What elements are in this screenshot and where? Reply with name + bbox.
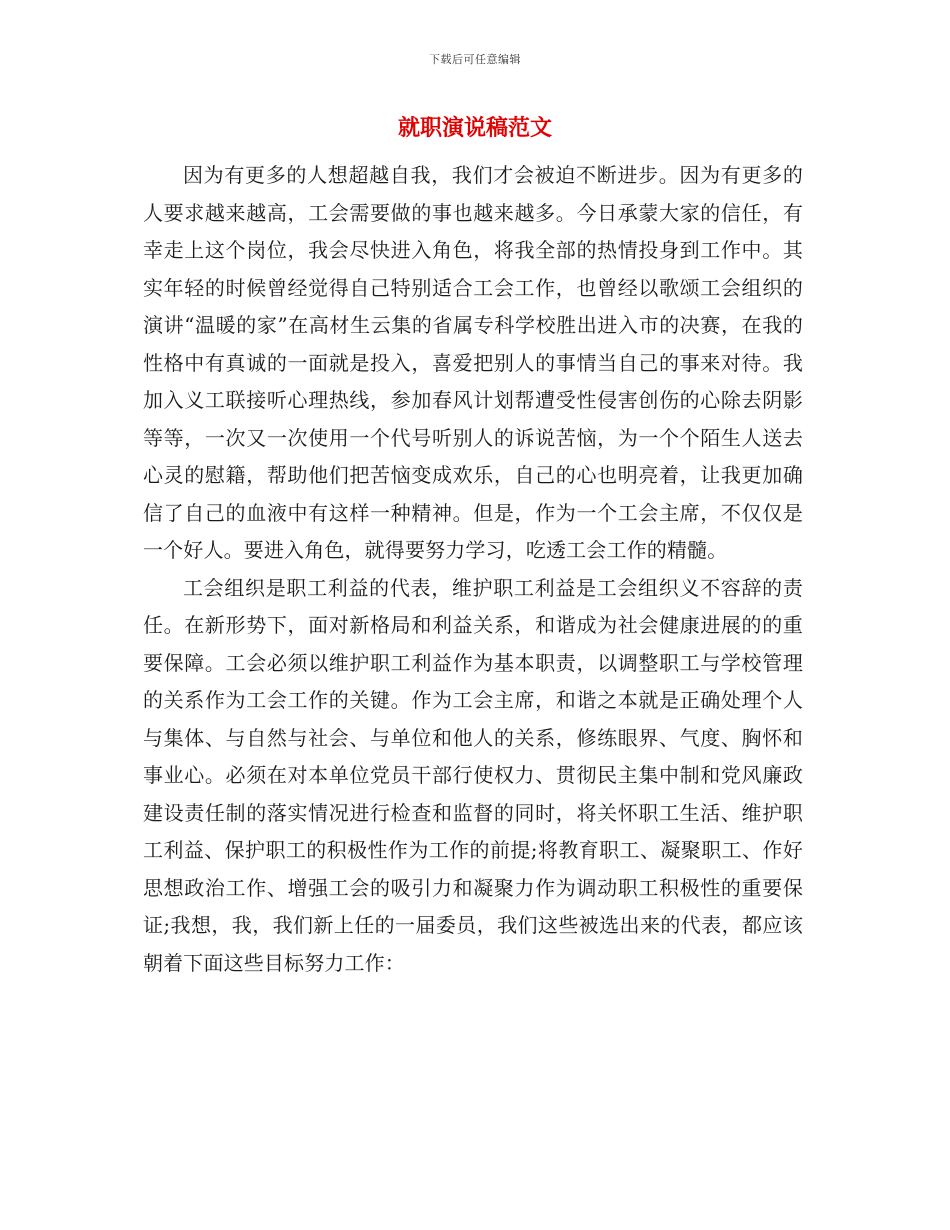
paragraph-2: 工会组织是职工利益的代表，维护职工利益是工会组织义不容辞的责任。在新形势下，面对新格局和利益关系，和谐成为社会健康进展的的重要保障。工会必须以维护职工利益作为基本职责，以调整职工与学校管理的关系作为工会工作的关键。作为工会主席，和谐之本就是正确处理个人与集体、与自然与社会、与单位和他人的关系，修练眼界、气度、胸怀和事业心。必须在对本单位党员干部行使权力、贯彻民主集中制和党风廉政建设责任制的落实情况进行检查和监督的同时，将关怀职工生活、维护职工利益、保护职工的积极性作为工作的前提;将教育职工、凝聚职工、作好思想政治工作、增强工会的吸引力和凝聚力作为调动职工积极性的重要保证;我想，我，我们新上任的一届委员，我们这些被选出来的代表，都应该朝着下面这些目标努力工作： <box>143 575 803 975</box>
paragraph-1: 因为有更多的人想超越自我，我们才会被迫不断进步。因为有更多的人要求越来越高，工会需要做的事也越来越多。今日承蒙大家的信任，有幸走上这个岗位，我会尽快进入角色，将我全部的热情投身到工作中。其实年轻的时候曾经觉得自己特别适合工会工作，也曾经以歌颂工会组织的演讲“温暖的家”在高材生云集的省属专科学校胜出进入市的决赛，在我的性格中有真诚的一面就是投入，喜爱把别人的事情当自己的事来对待。我加入义工联接听心理热线，参加春风计划帮遭受性侵害创伤的心除去阴影等等，一次又一次使用一个代号听别人的诉说苦恼，为一个个陌生人送去心灵的慰籍，帮助他们把苦恼变成欢乐，自己的心也明亮着，让我更加确信了自己的血液中有这样一种精神。但是，作为一个工会主席，不仅仅是一个好人。要进入角色，就得要努力学习，吃透工会工作的精髓。 <box>143 163 803 562</box>
document-title: 就职演说稿范文 <box>397 115 552 141</box>
document-body <box>143 157 803 982</box>
header-note: 下载后可任意编辑 <box>429 53 521 66</box>
